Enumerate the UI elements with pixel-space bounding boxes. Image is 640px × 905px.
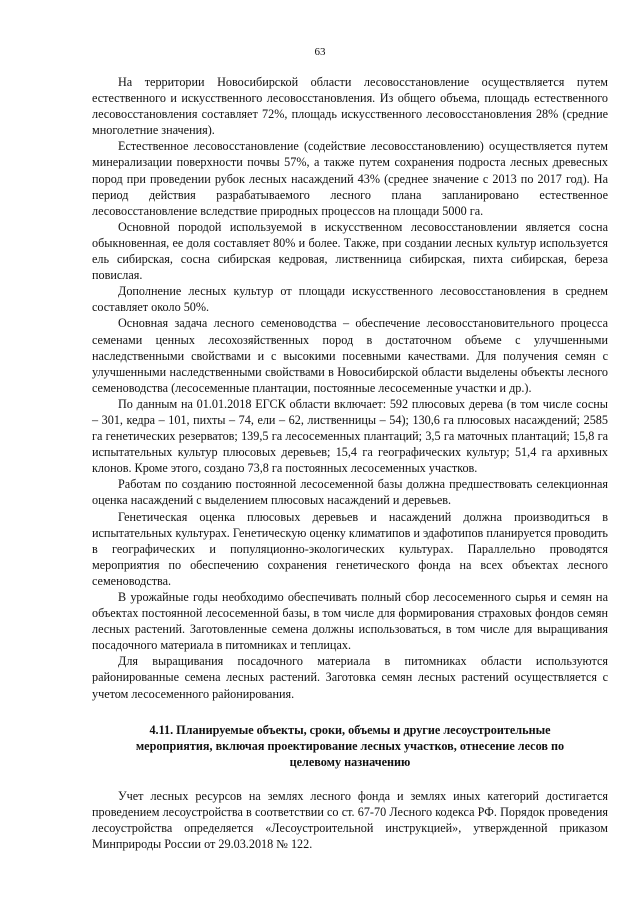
paragraph-genetic-assessment: Генетическая оценка плюсовых деревьев и насаждений должна производиться в испытательных культурах. Генетическую оценку климатипов и эдафотипов планируется проводить в географических и популяционно-экологических культурах. Параллельно проводятся мероприятия по обеспечению сохранения генетического фонда на всех объектах лесного семеноводства. (92, 509, 608, 588)
paragraph-nursery-seeds: Для выращивания посадочного материала в питомниках области используются районированные семена лесных растений. Заготовка семян лесных растений осуществляется с учетом лесосеменного районирования. (92, 654, 608, 701)
paragraph-seed-production-task: Основная задача лесного семеноводства – обеспечение лесовосстановительного процесса семенами ценных лесохозяйственных пород в достаточном объеме с улучшенными наследственными свойствами и с высокими посевными качествами. Для получения семян с улучшенными наследственными свойствами в Новосибирской области выделены объекты лесного семеноводства (лесосеменные плантации, постоянные лесосеменные участки и др.). (92, 316, 608, 395)
paragraph-forest-inventory: Учет лесных ресурсов на землях лесного фонда и землях иных категорий достигается проведением лесоустройства в соответствии со ст. 67-70 Лесного кодекса РФ. Порядок проведения лесоустройства определяется «Лесоустроительной инструкцией», утвержденной приказом Минприроды России от 29.03.2018 № 122. (92, 788, 608, 852)
paragraph-main-species: Основной породой используемой в искусственном лесовосстановлении является сосна обыкновенная, ее доля составляет 80% и более. Также, при создании лесных культур используется ель сибирская, сосна сибирская кедровая, лиственница сибирская, пихта сибирская, береза повислая. (92, 219, 608, 283)
paragraph-reforestation-types: На территории Новосибирской области лесовосстановление осуществляется путем естественного и искусственного лесовосстановления. Из общего объема, площадь естественного лесовосстановления составляет 72%, площадь искусственного лесовосстановления 28% (средние многолетние значения). (92, 75, 608, 138)
page-number: 63 (314, 46, 326, 58)
paragraph-egsk-statistics: По данным на 01.01.2018 ЕГСК области включает: 592 плюсовых дерева (в том числе сосны – 301, кедра – 101, пихты – 74, ели – 62, лиственницы – 54); 130,6 га плюсовых насаждений; 2585 га генетических резерватов; 139,5 га лесосеменных плантаций; 3,5 га маточных плантаций; 15,8 га испытательных культур плюсовых деревьев; 15,4 га географических культур; 51,4 га архивных клонов. Кроме этого, создано 73,8 га постоянных лесосеменных участков. (92, 396, 608, 476)
paragraph-selection-assessment: Работам по созданию постоянной лесосеменной базы должна предшествовать селекционная оценка насаждений с выделением плюсовых насаждений и деревьев. (92, 477, 608, 508)
paragraph-culture-supplement: Дополнение лесных культур от площади искусственного лесовосстановления в среднем составляет около 50%. (92, 284, 608, 315)
section-heading: 4.11. Планируемые объекты, сроки, объемы и другие лесоустроительные мероприятия, включая проектирование лесных участков, отнесение лесов по целевому назначению (135, 722, 565, 769)
document-body (92, 74, 608, 852)
paragraph-seed-collection: В урожайные годы необходимо обеспечивать полный сбор лесосеменного сырья и семян на объектах постоянной лесосеменной базы, в том числе для формирования страховых фондов семян лесных растений. Заготовленные семена должны использоваться, в том числе для выращивания посадочного материала в питомниках и теплицах. (92, 590, 608, 653)
paragraph-natural-reforestation: Естественное лесовосстановление (содействие лесовосстановлению) осуществляется путем минерализации поверхности почвы 57%, а также путем сохранения подроста лесных древесных пород при проведении рубок лесных насаждений 43% (среднее значение с 2013 по 2017 год). На период действия разрабатываемого лесного плана запланировано естественное лесовосстановление вследствие природных процессов на площади 5000 га. (92, 139, 608, 218)
